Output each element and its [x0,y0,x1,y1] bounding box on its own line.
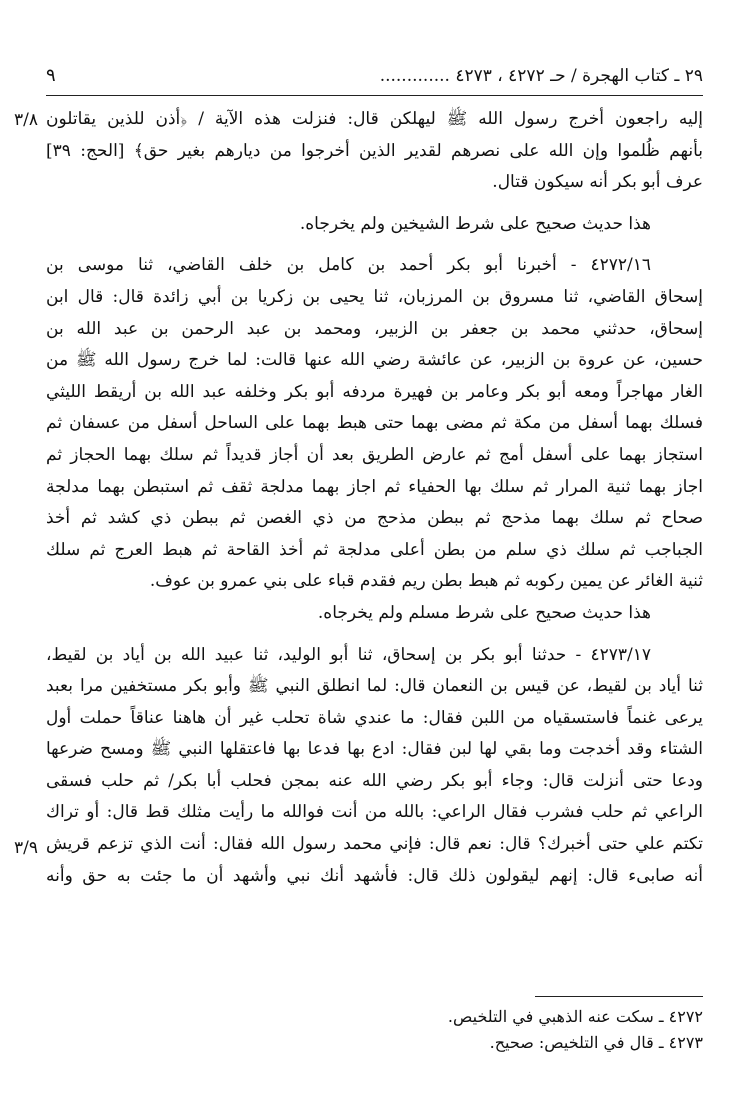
text-line: استجاز بهما على أسفل أمج ثم عارض الطريق بعد أن أجاز قديداً ثم سلك بهما الحجاز ثم [46,444,703,465]
footnote: ٤٢٧٢ ـ سكت عنه الذهبي في التلخيص. [447,1007,703,1026]
grading-line: هذا حديث صحيح على شرط مسلم ولم يخرجاه. [317,602,651,623]
margin-note: ٣/٨ [14,110,38,130]
header-rule [46,95,703,96]
hadith-heading-line: ٤٢٧٢/١٦ - أخبرنا أبو بكر أحمد بن كامل بن خلف القاضي، ثنا موسى بن [46,255,651,276]
text-line: الغار مهاجراً ومعه أبو بكر وعامر بن فهيرة مردفه أبو بكر وخلفه عبد الله بن أريقط الليثي [46,381,703,402]
text-line: فسلك بهما أسفل من مكة ثم مضى بهما حتى هبط بهما على الساحل أسفل من عسفان ثم [46,413,703,434]
text-line: إسحاق القاضي، ثنا مسروق بن المرزبان، ثنا يحيى بن زكريا بن أبي زائدة قال: قال ابن [46,286,703,307]
text-line: يرعى غنماً فاستسقياه من اللبن فقال: ما عندي شاة تحلب غير أن هاهنا عناقاً حملت أول [46,707,703,728]
running-header [46,62,703,90]
text-line: عرف أبو بكر أنه سيكون قتال. [492,172,703,193]
footnote-rule [535,996,703,997]
text-line: الجباجب ثم سلك ذي سلم من بطن أعلى مدلجة ثم أخذ القاحة ثم هبط العرج ثم سلك [46,539,703,560]
text-line: الراعي ثم حلب فشرب فقال الراعي: بالله من أنت فوالله ما رأيت مثلك قط قال: أو تراك [46,802,703,823]
text-line: صحاح ثم سلك بهما مذحج ثم ببطن مذحج من ذي الغصن ثم ببطن ذي كشد ثم أخذ [46,508,703,529]
hadith-heading-line: ٤٢٧٣/١٧ - حدثنا أبو بكر بن إسحاق، ثنا أبو الوليد، ثنا عبيد الله بن أياد بن لقيط، [46,644,651,665]
text-line: تكتم علي حتى أخبرك؟ قال: نعم قال: فإني محمد رسول الله فقال: أنت الذي تزعم قريش [46,834,703,855]
text-line: إسحاق، حدثني محمد بن جعفر بن الزبير، ومحمد بن عبد الرحمن بن عبد الله بن [46,318,703,339]
grading-line: هذا حديث صحيح على شرط الشيخين ولم يخرجاه. [299,213,651,234]
text-line: ودعا حتى أنزلت قال: وجاء أبو بكر رضي الله عنه بمجن فحلب أبا بكر/ ثم حلب فسقى [46,770,703,791]
text-line: بأنهم ظُلموا وإن الله على نصرهم لقدير الذين أخرجوا من ديارهم بغير حق﴾ [الحج: ٣٩] [46,140,703,161]
text-line: ثنية الغائر عن يمين ركوبه ثم هبط بطن ريم فقدم قباء على بني عمرو بن عوف. [149,571,703,592]
text-line: حسين، عن عروة بن الزبير، عن عائشة رضي الله عنها قالت: لما خرج رسول الله ﷺ من [46,350,703,371]
text-line: أنه صابىء قال: إنهم ليقولون ذلك قال: فأشهد أنك نبي وأشهد أن ما جئت به حق وأنه [46,865,703,886]
margin-note: ٣/٩ [14,838,38,858]
text-line: الشتاء وقد أخدجت وما بقي لها لبن فقال: ادع بها فدعا بها فاعتقلها النبي ﷺ ومسح ضرعها [46,739,703,760]
footnotes [46,1004,703,1056]
text-line: اجاز بهما ثنية المرار ثم سلك بها الحفياء ثم اجاز بهما مدلجة ثقف ثم استبطن بهما مدلجة [46,476,703,497]
text-line: إليه راجعون أخرج رسول الله ﷺ ليهلكن قال: فنزلت هذه الآية / ﴿أذن للذين يقاتلون [46,109,703,129]
header-title: ٢٩ ـ كتاب الهجرة / حـ ٤٢٧٢ ، ٤٢٧٣ ............. [379,66,703,86]
footnote: ٤٢٧٣ ـ قال في التلخيص: صحيح. [489,1033,703,1052]
main-text [46,104,703,892]
text-line: ثنا أياد بن لقيط، عن قيس بن النعمان قال: لما انطلق النبي ﷺ وأبو بكر مستخفين مرا بعبد [46,676,703,697]
page-number: ٩ [46,65,56,86]
